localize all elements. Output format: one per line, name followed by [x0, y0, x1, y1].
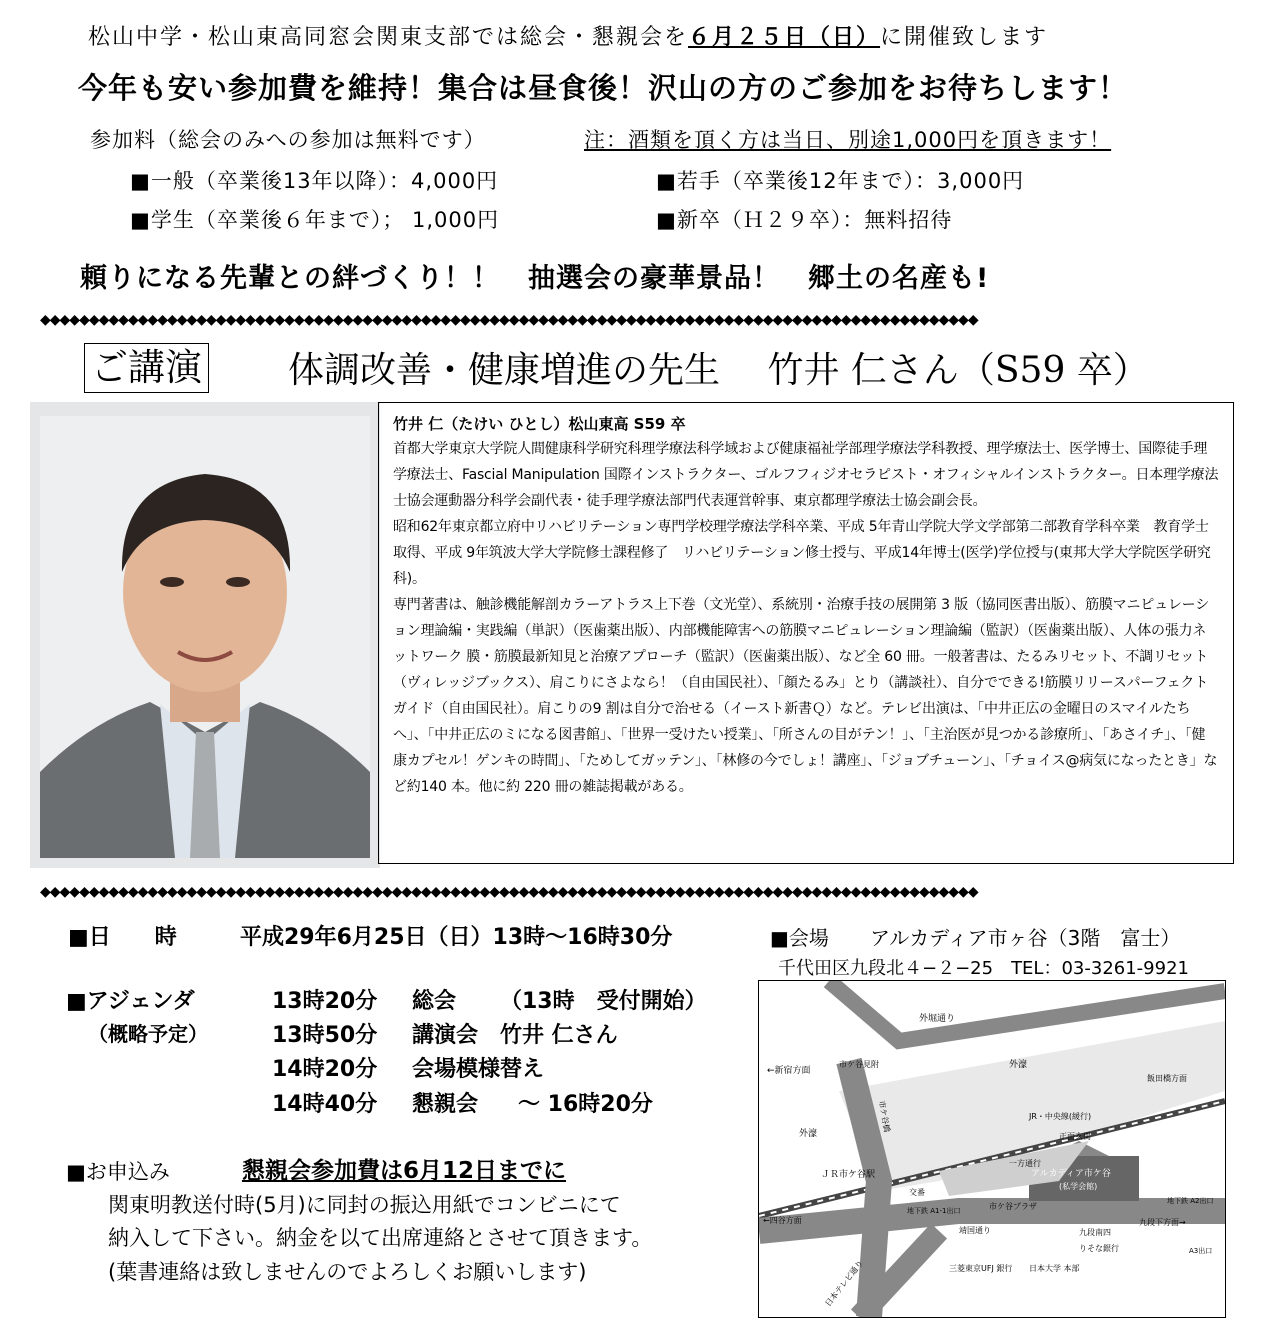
venue-value: アルカディア市ヶ谷（3階 富士）: [870, 926, 1181, 950]
map-label: 飯田橋方面: [1147, 1074, 1187, 1083]
bio-paragraph: 首都大学東京大学院人間健康科学研究科理学療法科学域および健康福祉学部理学療法学科教授、理学療法士、医学博士、国際徒手理学療法士、Fascial Manipulation 国際インストラクター、ゴルフフィジオセラピスト・オフィシャルインストラクター。日本理学療法士協会運動器分科学会副代表・徒手理学療法部門代表運営幹事、東京都理学療法士協会副会長。: [393, 441, 1219, 509]
map-label: 日本大学 本部: [1029, 1264, 1080, 1273]
agenda-note: （13時 受付開始）: [500, 989, 707, 1014]
map-label: 市ケ谷橋: [877, 1099, 892, 1133]
agenda-event: 総会: [412, 989, 457, 1014]
map-label: 一方通行: [1009, 1159, 1041, 1168]
apply-line: 関東明教送付時(5月)に同封の振込用紙でコンビニにて: [108, 1193, 621, 1217]
map-label: 靖国通り: [959, 1226, 991, 1235]
fee-general: ■一般（卒業後13年以降）：4,000円: [130, 169, 499, 193]
apply-deadline: 懇親会参加費は6月12日までに: [242, 1158, 567, 1184]
venue-map: [758, 980, 1226, 1318]
agenda-event: 会場模様替え: [412, 1057, 545, 1082]
map-label: 正面玄関: [1059, 1132, 1091, 1141]
map-label: 地下鉄 A2出口: [1167, 1197, 1214, 1205]
agenda-time: 13時20分: [272, 989, 378, 1014]
map-label: 市ケ谷見附: [839, 1060, 879, 1069]
speaker-bio: [378, 402, 1234, 864]
apply-line: 納入して下さい。納金を以て出席連絡とさせて頂きます。: [108, 1226, 653, 1250]
map-label: 外堀通り: [919, 1014, 956, 1024]
agenda-event: 講演会 竹井 仁さん: [412, 1023, 618, 1048]
map-label: 外濠: [799, 1129, 818, 1139]
divider: ◆◆◆◆◆◆◆◆◆◆◆◆◆◆◆◆◆◆◆◆◆◆◆◆◆◆◆◆◆◆◆◆◆◆◆◆◆◆◆◆◆◆◆◆◆◆◆◆◆◆◆◆◆◆◆◆◆◆◆◆◆◆◆◆◆◆◆◆◆◆◆◆◆◆◆◆◆◆◆◆◆◆◆◆◆◆◆◆◆◆◆◆◆◆◆◆: [40, 312, 978, 328]
fee-student: ■学生（卒業後６年まで）； 1,000円: [130, 208, 500, 232]
map-label: 九段南四: [1079, 1228, 1111, 1237]
bio-heading: 竹井 仁（たけい ひとし）松山東高 S59 卒: [393, 415, 686, 433]
fee-title: 参加料（総会のみへの参加は無料です）: [90, 128, 486, 152]
lecture-label: ご講演: [84, 343, 209, 393]
agenda-event: 懇親会: [412, 1092, 479, 1117]
apply-label: ■お申込み: [66, 1160, 170, 1184]
intro-line: 松山中学・松山東高同窓会関東支部では総会・懇親会を６月２５日（日）に開催致します: [88, 25, 1049, 50]
map-label: りそな銀行: [1079, 1244, 1119, 1253]
map-label: 九段下方面→: [1139, 1218, 1186, 1227]
map-label: A3出口: [1189, 1247, 1213, 1255]
map-label: 地下鉄 A1-1出口: [907, 1207, 961, 1215]
speaker-photo: [30, 402, 380, 868]
map-label: ←新宿方面: [767, 1066, 811, 1076]
venue-label: ■会場: [770, 926, 829, 950]
fee-note: 注：酒類を頂く方は当日、別途1,000円を頂きます！: [584, 128, 1112, 152]
bio-paragraph: 専門著書は、触診機能解剖カラーアトラス上下巻（文光堂）、系統別・治療手技の展開第 3 版（協同医書出版）、筋膜マニピュレーション理論編・実践編（単訳）（医歯薬出版）、内部機能障害への筋膜マニピュレーション理論編（監訳）（医歯薬出版）、人体の張力ネットワーク 膜・筋膜最新知見と治療アプローチ（監訳）（医歯薬出版）、など全 60 冊。一般著書は、たるみリセット、不調リセット（ヴィレッジブックス）、肩こりにさよなら！（自由国民社）、「顔たるみ」とり（講談社）、自分でできる!筋膜リリースパーフェクトガイド（自由国民社）。肩こりの9 割は自分で治せる（イースト新書Ｑ）など。テレビ出演は、「中井正広の金曜日のスマイルたちへ」、「中井正広のミになる図書館」、「世界一受けたい授業」、「所さんの目がテン！」、「主治医が見つかる診療所」、「あさイチ」、「健康カプセル！ゲンキの時間」、「ためしてガッテン」、「林修の今でしょ！講座」、「ジョブチューン」、「チョイス@病気になったとき」など約140 本。他に約 220 冊の雑誌掲載がある。: [393, 597, 1218, 795]
agenda-time: 14時20分: [272, 1057, 378, 1082]
map-label: 交番: [909, 1188, 925, 1197]
fee-young: ■若手（卒業後12年まで）：3,000円: [656, 169, 1025, 193]
venue-address: 千代田区九段北４−２−25 TEL：03-3261-9921: [778, 958, 1189, 979]
event-date: ６月２５日（日）: [688, 25, 881, 50]
map-label: アルカディア市ケ谷: [1031, 1169, 1111, 1179]
map-label: ＪＲ市ケ谷駅: [821, 1170, 876, 1180]
apply-line: (葉書連絡は致しませんのでよろしくお願いします): [108, 1260, 587, 1284]
map-label: 外濠: [1009, 1060, 1028, 1070]
datetime-label: ■日 時: [68, 925, 177, 950]
map-label: 市ケ谷プラザ: [989, 1202, 1037, 1211]
fee-new-grad: ■新卒（Ｈ２９卒）：無料招待: [656, 208, 953, 232]
headline: 今年も安い参加費を維持！集合は昼食後！沢山の方のご参加をお待ちします！: [78, 71, 1129, 105]
map-label: (私学会館): [1059, 1182, 1098, 1191]
agenda-sub: （概略予定）: [88, 1022, 208, 1046]
divider: ◆◆◆◆◆◆◆◆◆◆◆◆◆◆◆◆◆◆◆◆◆◆◆◆◆◆◆◆◆◆◆◆◆◆◆◆◆◆◆◆◆◆◆◆◆◆◆◆◆◆◆◆◆◆◆◆◆◆◆◆◆◆◆◆◆◆◆◆◆◆◆◆◆◆◆◆◆◆◆◆◆◆◆◆◆◆◆◆◆◆◆◆◆◆◆◆: [40, 884, 978, 900]
agenda-note: ～ 16時20分: [518, 1092, 653, 1117]
bio-paragraph: 昭和62年東京都立府中リハビリテーション専門学校理学療法学科卒業、平成 5年青山学院大学文学部第二部教育学科卒業 教育学士取得、平成 9年筑波大学大学院修士課程修了 リハビリテーション修士授与、平成14年博士(医学)学位授与(東邦大学大学院医学研究科)。: [393, 519, 1211, 587]
agenda-time: 14時40分: [272, 1092, 378, 1117]
map-label: ←四谷方面: [763, 1216, 802, 1225]
map-label: JR・中央線(緩行): [1029, 1112, 1092, 1121]
lecture-title: 体調改善・健康増進の先生 竹井 仁さん（S59 卒）: [288, 350, 1149, 391]
tagline: 頼りになる先輩との絆づくり！！ 抽選会の豪華景品！ 郷土の名産も!: [80, 263, 990, 294]
map-label: 日本テレビ通り: [823, 1258, 865, 1309]
map-label: 三菱東京UFJ 銀行: [949, 1264, 1013, 1273]
datetime-value: 平成29年6月25日（日）13時～16時30分: [240, 925, 673, 950]
agenda-label: ■アジェンダ: [66, 989, 195, 1014]
agenda-time: 13時50分: [272, 1023, 378, 1048]
